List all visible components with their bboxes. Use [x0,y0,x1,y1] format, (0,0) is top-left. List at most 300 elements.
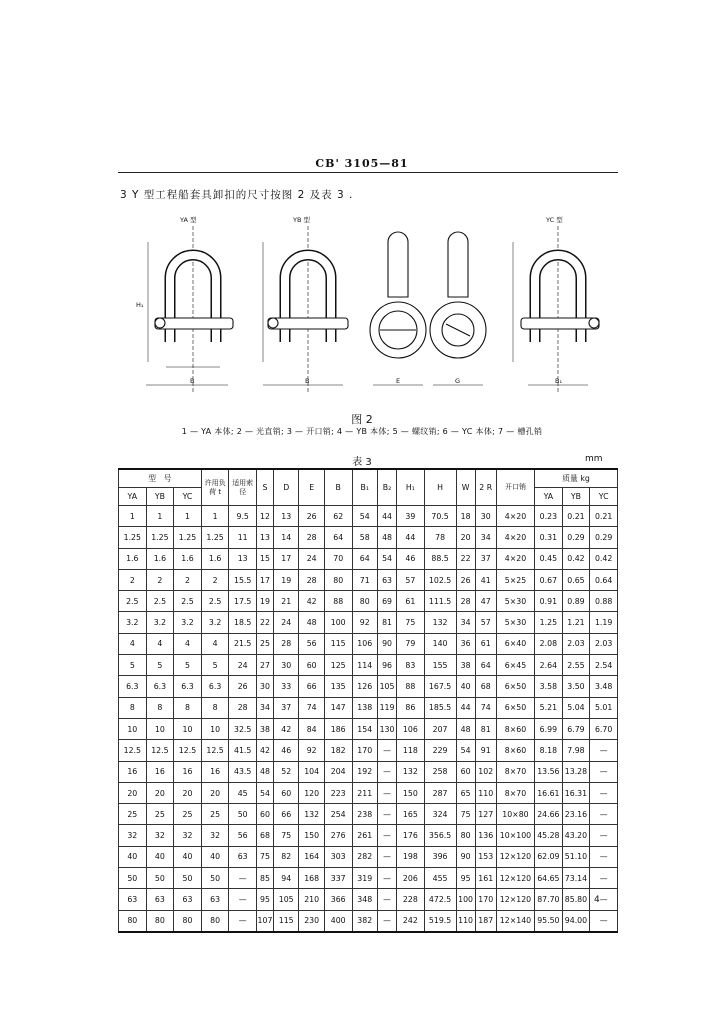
table-cell: 4 [201,633,229,654]
table-cell: 105 [273,889,298,910]
section-intro: 3 Y 型工程船套具卸扣的尺寸按图 2 及表 3 . [120,189,354,201]
table-cell: 1.6 [174,548,202,569]
table-cell: 50 [174,868,202,889]
table-cell: 6.70 [590,718,618,739]
table-cell: 104 [299,761,324,782]
table-row [119,740,618,761]
table-cell: 136 [475,825,496,846]
table-cell: 8 [146,697,174,718]
dimension-table [118,468,618,933]
table-caption: 表 3 [352,457,372,468]
table-cell: 5×30 [496,591,534,612]
table-cell: 127 [475,804,496,825]
table-cell: 40 [119,846,147,867]
table-cell: 48 [377,527,396,548]
table-cell: 5.04 [562,697,590,718]
table-cell: 75 [456,804,475,825]
table-cell: 348 [352,889,377,910]
table-cell: 0.89 [562,591,590,612]
table-cell: 276 [324,825,352,846]
table-cell: — [590,740,618,761]
table-cell: 2 [146,569,174,590]
table-cell: 41.5 [229,740,257,761]
table-cell: 70.5 [424,506,456,527]
table-cell: 110 [456,910,475,932]
table-cell: 6.3 [174,676,202,697]
table-cell: 45.28 [535,825,563,846]
table-cell: 2.08 [535,633,563,654]
table-cell: 51.10 [562,846,590,867]
table-cell: 106 [397,718,425,739]
table-cell: 8 [174,697,202,718]
table-cell: 16 [146,761,174,782]
table-cell: 43.5 [229,761,257,782]
table-cell: 73.14 [562,868,590,889]
table-cell: 65 [456,782,475,803]
table-cell: 42 [256,740,273,761]
figure-legend: 1 — YA 本体; 2 — 光直销; 3 — 开口销; 4 — YB 本体; 5 — 螺纹销; 6 — YC 本体; 7 — 槽孔销 [181,427,543,436]
table-cell: 12×120 [496,889,534,910]
table-cell: 0.91 [535,591,563,612]
table-cell: — [590,846,618,867]
th-2r: 2 R [475,469,496,506]
table-cell: 13 [273,506,298,527]
table-cell: 210 [299,889,324,910]
table-cell: 2.54 [590,655,618,676]
fig-label-yc: YC 型 [546,216,563,224]
table-cell: 10 [119,718,147,739]
table-cell: 6×40 [496,633,534,654]
table-body [119,506,618,932]
table-cell: 50 [119,868,147,889]
table-cell: — [590,889,618,910]
table-cell: 60 [299,655,324,676]
table-cell: 34 [475,527,496,548]
th-ya: YA [119,488,147,506]
table-cell: 17 [273,548,298,569]
table-cell: 138 [352,697,377,718]
table-cell: 63 [146,889,174,910]
table-cell: 0.23 [535,506,563,527]
table-row [119,718,618,739]
table-cell: 84 [299,718,324,739]
table-row [119,761,618,782]
table-cell: 25 [174,804,202,825]
table-cell: 10 [146,718,174,739]
table-cell: 80 [119,910,147,932]
table-cell: — [590,761,618,782]
table-cell: 68 [475,676,496,697]
table-cell: 28 [273,633,298,654]
table-cell: 25 [256,633,273,654]
table-cell: 228 [397,889,425,910]
table-cell: — [229,868,257,889]
table-cell: 42 [273,718,298,739]
table-cell: 282 [352,846,377,867]
table-cell: 78 [424,527,456,548]
th-mass-yb: YB [562,488,590,506]
table-cell: 102.5 [424,569,456,590]
th-rope: 适用索径 [229,469,257,506]
table-cell: 50 [229,804,257,825]
table-cell: 5.01 [590,697,618,718]
table-cell: 44 [456,697,475,718]
table-cell: 32.5 [229,718,257,739]
table-cell: 2.03 [590,633,618,654]
table-cell: 60 [273,782,298,803]
table-cell: 170 [475,889,496,910]
table-cell: 132 [299,804,324,825]
table-cell: 34 [256,697,273,718]
table-cell: 111.5 [424,591,456,612]
table-cell: 5 [119,655,147,676]
table-row [119,527,618,548]
table-cell: 40 [456,676,475,697]
table-cell: — [377,889,396,910]
table-cell: 13 [256,527,273,548]
table-cell: 24 [229,655,257,676]
table-cell: 21 [273,591,298,612]
table-cell: 63 [119,889,147,910]
table-cell: 94.00 [562,910,590,932]
table-cell: 62 [324,506,352,527]
table-cell: 114 [352,655,377,676]
table-cell: 42 [299,591,324,612]
table-cell: 6.3 [119,676,147,697]
table-cell: 206 [397,868,425,889]
table-cell: 12.5 [201,740,229,761]
table-cell: 82 [273,846,298,867]
table-cell: 204 [324,761,352,782]
table-cell: — [590,825,618,846]
table-cell: 16 [174,761,202,782]
table-cell: 4×20 [496,527,534,548]
table-cell: 110 [475,782,496,803]
table-cell: 68 [256,825,273,846]
table-cell: 254 [324,804,352,825]
table-cell: 48 [256,761,273,782]
table-cell: — [377,825,396,846]
table-cell: 6.99 [535,718,563,739]
table-cell: 6.79 [562,718,590,739]
table-cell: 81 [475,718,496,739]
table-cell: 64 [475,655,496,676]
page-number: 4 [594,895,600,905]
table-cell: 1.6 [201,548,229,569]
table-cell: 10 [201,718,229,739]
th-b: B [324,469,352,506]
table-cell: 0.64 [590,569,618,590]
table-cell: 2.55 [562,655,590,676]
table-cell: 150 [299,825,324,846]
table-cell: 38 [256,718,273,739]
table-cell: 4 [146,633,174,654]
table-cell: 80 [174,910,202,932]
table-cell: 9.5 [229,506,257,527]
table-cell: 54 [456,740,475,761]
table-cell: 45 [229,782,257,803]
table-cell: 4×20 [496,506,534,527]
table-cell: 26 [456,569,475,590]
table-cell: 164 [299,846,324,867]
table-cell: 0.21 [590,506,618,527]
table-cell: 25 [146,804,174,825]
table-cell: 50 [146,868,174,889]
table-cell: 170 [352,740,377,761]
table-cell: 186 [324,718,352,739]
table-cell: 56 [229,825,257,846]
table-cell: 1.25 [201,527,229,548]
th-h: H [424,469,456,506]
th-yc: YC [174,488,202,506]
table-cell: — [590,910,618,932]
table-cell: 10 [174,718,202,739]
table-cell: 4×20 [496,548,534,569]
header-rule [118,172,618,173]
table-cell: 382 [352,910,377,932]
table-cell: 5 [174,655,202,676]
table-cell: 0.21 [562,506,590,527]
table-cell: 185.5 [424,697,456,718]
table-cell: 107 [256,910,273,932]
table-cell: 64 [324,527,352,548]
table-cell: 32 [174,825,202,846]
table-row [119,633,618,654]
table-cell: 54 [352,506,377,527]
table-cell: 324 [424,804,456,825]
table-cell: 20 [456,527,475,548]
table-cell: 3.48 [590,676,618,697]
table-cell: 12.5 [146,740,174,761]
table-cell: 57 [475,612,496,633]
table-cell: — [590,782,618,803]
table-cell: 1.19 [590,612,618,633]
table-cell: 207 [424,718,456,739]
table-cell: 105 [377,676,396,697]
table-cell: 21.5 [229,633,257,654]
table-row [119,868,618,889]
table-cell: 1 [201,506,229,527]
th-mass-ya: YA [535,488,563,506]
table-cell: 161 [475,868,496,889]
table-row [119,655,618,676]
table-cell: 32 [201,825,229,846]
table-cell: 34 [456,612,475,633]
table-cell: 74 [475,697,496,718]
table-row [119,804,618,825]
table-cell: — [590,868,618,889]
table-cell: 19 [256,591,273,612]
table-cell: 0.31 [535,527,563,548]
table-cell: 5×25 [496,569,534,590]
table-cell: 27 [256,655,273,676]
table-cell: 63 [201,889,229,910]
table-cell: 8×60 [496,740,534,761]
table-row [119,612,618,633]
table-cell: 20 [119,782,147,803]
table-cell: 211 [352,782,377,803]
table-cell: 47 [475,591,496,612]
fig-dim-b1: B₁ [555,377,563,385]
table-cell: 46 [273,740,298,761]
table-cell: 28 [456,591,475,612]
table-cell: 75 [397,612,425,633]
table-cell: 3.50 [562,676,590,697]
table-cell: 13.28 [562,761,590,782]
table-cell: 83 [397,655,425,676]
table-cell: 69 [377,591,396,612]
table-cell: 16.61 [535,782,563,803]
table-cell: 71 [352,569,377,590]
th-w: W [456,469,475,506]
table-cell: 36 [456,633,475,654]
table-cell: 519.5 [424,910,456,932]
table-cell: 26 [299,506,324,527]
table-cell: 80 [146,910,174,932]
table-cell: 6.3 [146,676,174,697]
table-cell: 28 [299,527,324,548]
table-cell: 0.42 [590,548,618,569]
table-cell: 20 [146,782,174,803]
table-cell: 75 [273,825,298,846]
table-cell: 176 [397,825,425,846]
table-cell: 120 [299,782,324,803]
table-cell: 40 [146,846,174,867]
table-cell: — [377,761,396,782]
table-cell: 85.80 [562,889,590,910]
table-cell: 5 [201,655,229,676]
fig-dim-e: E [396,377,401,385]
table-row [119,846,618,867]
fig-label-yb: YB 型 [293,216,310,224]
table-cell: 287 [424,782,456,803]
th-b1: B₁ [352,469,377,506]
table-cell: 3.2 [201,612,229,633]
table-cell: 7.98 [562,740,590,761]
table-cell: 8.18 [535,740,563,761]
table-cell: 96 [377,655,396,676]
table-cell: 229 [424,740,456,761]
fig-dim-g: G [455,377,461,385]
table-cell: 16 [201,761,229,782]
table-cell: 182 [324,740,352,761]
table-cell: 90 [377,633,396,654]
table-row [119,548,618,569]
table-cell: 2 [174,569,202,590]
table-cell: 1.6 [119,548,147,569]
table-cell: 10×80 [496,804,534,825]
table-cell: 20 [174,782,202,803]
table-cell: — [377,782,396,803]
table-cell: 41 [475,569,496,590]
table-cell: 4 [174,633,202,654]
table-cell: 0.29 [590,527,618,548]
table-cell: 57 [397,569,425,590]
table-cell: 66 [273,804,298,825]
table-cell: 230 [299,910,324,932]
table-cell: 198 [397,846,425,867]
table-cell: 455 [424,868,456,889]
table-cell: 140 [424,633,456,654]
shackle-figures [118,212,618,402]
table-cell: 6×45 [496,655,534,676]
table-cell: 90 [456,846,475,867]
th-s: S [256,469,273,506]
table-cell: 6×50 [496,697,534,718]
table-cell: 28 [229,697,257,718]
table-cell: 30 [273,655,298,676]
table-cell: 52 [273,761,298,782]
fig-dim-h1-1: H₁ [136,301,144,309]
figure-caption: 图 2 [351,413,373,426]
table-cell: 17.5 [229,591,257,612]
table-cell: 44 [377,506,396,527]
table-cell: 303 [324,846,352,867]
table-cell: 106 [352,633,377,654]
table-cell: 70 [324,548,352,569]
table-cell: 100 [456,889,475,910]
table-cell: 56 [299,633,324,654]
table-cell: 92 [299,740,324,761]
table-cell: 118 [397,740,425,761]
table-cell: 12.5 [174,740,202,761]
fig-dim-b-1: B [190,377,195,385]
table-cell: 319 [352,868,377,889]
table-cell: 23.16 [562,804,590,825]
table-cell: 88 [324,591,352,612]
table-cell: 18.5 [229,612,257,633]
table-cell: 10×100 [496,825,534,846]
table-cell: 187 [475,910,496,932]
table-cell: 0.67 [535,569,563,590]
table-cell: 3.2 [119,612,147,633]
table-cell: 167.5 [424,676,456,697]
table-cell: 3.58 [535,676,563,697]
th-d: D [273,469,298,506]
table-cell: 8×70 [496,782,534,803]
fig-dim-b-2: B [305,377,310,385]
table-cell: 28 [299,569,324,590]
table-cell: 1 [174,506,202,527]
table-cell: 92 [352,612,377,633]
table-cell: 15.5 [229,569,257,590]
table-cell: 2 [119,569,147,590]
table-cell: — [229,889,257,910]
table-cell: 85 [256,868,273,889]
table-cell: 17 [256,569,273,590]
table-cell: — [590,804,618,825]
table-cell: 24 [299,548,324,569]
table-cell: 95.50 [535,910,563,932]
th-pin: 开口销 [496,469,534,506]
table-cell: 2.5 [201,591,229,612]
table-cell: 223 [324,782,352,803]
table-cell: 0.88 [590,591,618,612]
table-cell: 32 [146,825,174,846]
table-row [119,782,618,803]
table-cell: 132 [424,612,456,633]
table-cell: 242 [397,910,425,932]
table-cell: — [229,910,257,932]
table-cell: 48 [456,718,475,739]
table-cell: — [377,804,396,825]
table-cell: 238 [352,804,377,825]
table-cell: 155 [424,655,456,676]
table-cell: 94 [273,868,298,889]
table-cell: 366 [324,889,352,910]
th-mass-yc: YC [590,488,618,506]
table-cell: 54 [377,548,396,569]
